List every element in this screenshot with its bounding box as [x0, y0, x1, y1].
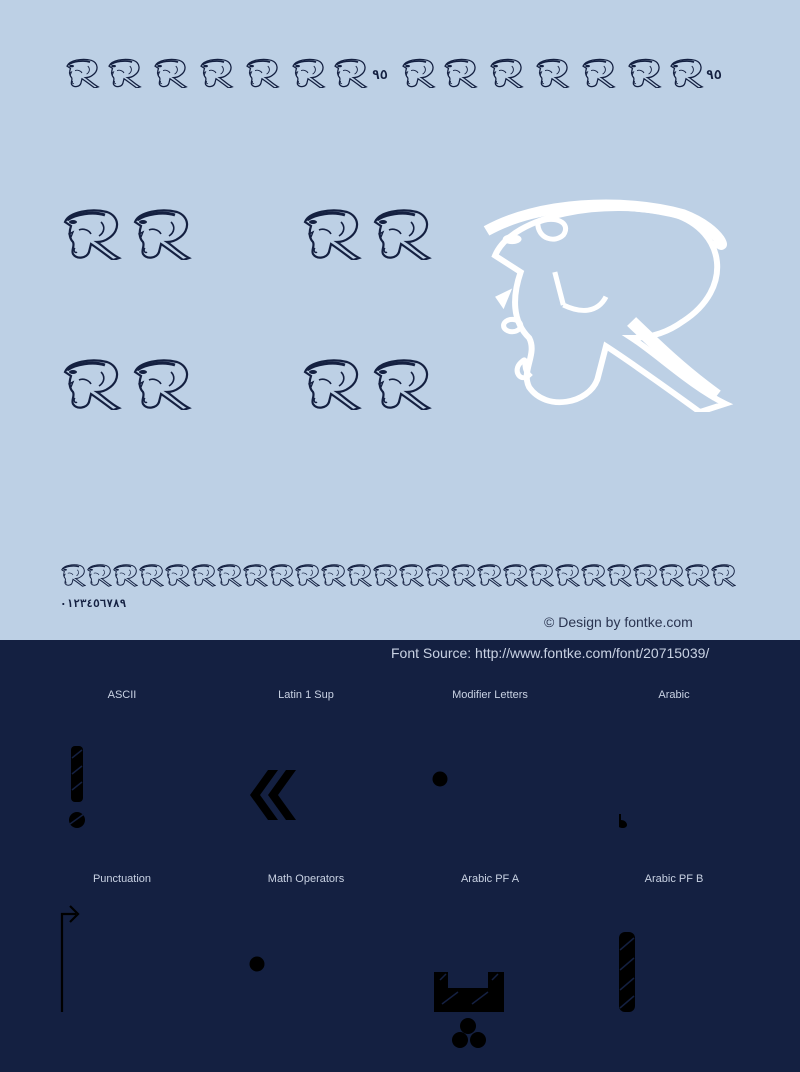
character-sets-panel: [0, 640, 800, 1072]
glyph-medium: [130, 358, 192, 410]
sample-dot-icon: [432, 771, 448, 787]
glyph: [442, 58, 478, 88]
glyph: [198, 58, 234, 88]
glyph: [606, 558, 632, 592]
glyph: [294, 558, 320, 592]
glyph: [668, 58, 704, 88]
glyph: [632, 558, 658, 592]
glyph: [372, 558, 398, 592]
category-label-ascii: ASCII: [107, 689, 137, 701]
glyph: [580, 58, 616, 88]
sample-arabic-mark-icon: [616, 812, 630, 830]
glyph: [346, 558, 372, 592]
preview-digits-a: ٩٥: [372, 68, 388, 83]
preview-digits-b: ٩٥: [706, 68, 722, 83]
glyph: [138, 558, 164, 592]
preview-digits-line: ٠١٢٣٤٥٦٧٨٩: [60, 597, 127, 610]
glyph: [242, 558, 268, 592]
sample-exclamation-icon: [66, 744, 88, 830]
category-label-arabic-pfb: Arabic PF B: [644, 873, 704, 885]
glyph: [580, 558, 606, 592]
glyph: [332, 58, 368, 88]
glyph: [710, 558, 736, 592]
glyph-medium: [60, 358, 122, 410]
glyph-large: [478, 198, 734, 412]
glyph: [64, 58, 100, 88]
glyph: [626, 58, 662, 88]
glyph: [534, 58, 570, 88]
sample-math-dot-icon: [248, 955, 266, 973]
preview-row-small-b: [400, 58, 704, 88]
sample-bracket-icon: [56, 904, 86, 1014]
preview-row-long: [60, 558, 736, 592]
glyph: [268, 558, 294, 592]
glyph: [658, 558, 684, 592]
glyph: [450, 558, 476, 592]
glyph: [502, 558, 528, 592]
glyph: [424, 558, 450, 592]
category-label-latin1: Latin 1 Sup: [278, 689, 334, 701]
glyph: [684, 558, 710, 592]
glyph-medium: [130, 208, 192, 260]
glyph: [244, 58, 280, 88]
glyph-medium: [300, 358, 362, 410]
glyph: [190, 558, 216, 592]
sample-arabic-pfa-icon: [432, 968, 506, 1052]
category-label-math: Math Operators: [267, 873, 345, 885]
preview-row-small: [64, 58, 368, 88]
glyph-medium: [60, 208, 122, 260]
sample-arabic-pfb-icon: [616, 930, 638, 1014]
design-credit: © Design by fontke.com: [544, 614, 693, 630]
glyph: [86, 558, 112, 592]
glyph: [290, 58, 326, 88]
category-label-arabic: Arabic: [658, 689, 690, 701]
glyph-medium: [300, 208, 362, 260]
glyph: [476, 558, 502, 592]
category-label-modifier: Modifier Letters: [452, 689, 528, 701]
glyph: [112, 558, 138, 592]
glyph: [216, 558, 242, 592]
category-label-punctuation: Punctuation: [92, 873, 152, 885]
glyph: [400, 58, 436, 88]
glyph: [398, 558, 424, 592]
glyph-medium: [370, 208, 432, 260]
font-source-link[interactable]: Font Source: http://www.fontke.com/font/20715039/: [391, 645, 710, 661]
glyph: [152, 58, 188, 88]
glyph: [106, 58, 142, 88]
glyph-medium: [370, 358, 432, 410]
glyph: [554, 558, 580, 592]
sample-guillemet-icon: [246, 768, 296, 822]
glyph: [528, 558, 554, 592]
category-label-arabic-pfa: Arabic PF A: [460, 873, 520, 885]
glyph: [60, 558, 86, 592]
glyph: [488, 58, 524, 88]
glyph: [164, 558, 190, 592]
glyph: [320, 558, 346, 592]
